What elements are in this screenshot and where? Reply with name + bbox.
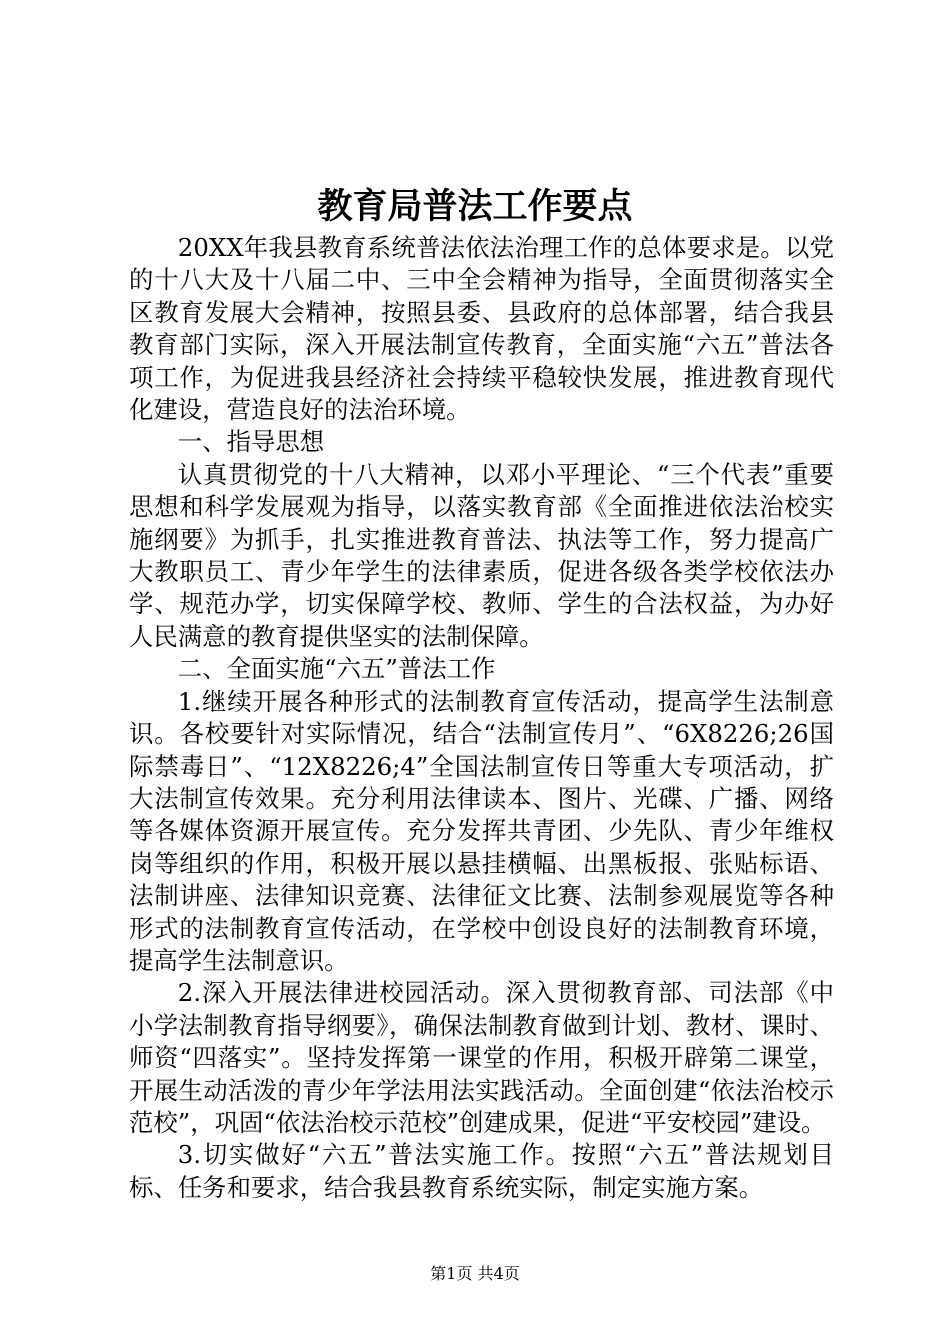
guiding-ideology-paragraph: 认真贯彻党的十八大精神，以邓小平理论、“三个代表”重要思想和科学发展观为指导，以落实教育部《全面推进依法治校实施纲要》为抓手，扎实推进教育普法、执法等工作，努力提高广大教职员工、青少年学生的法律素质，促进各级各类学校依法办学、规范办学，切实保障学校、教师、学生的合法权益，为办好人民满意的教育提供坚实的法制保障。 [129, 459, 834, 651]
section-heading-guiding-ideology: 一、指导思想 [177, 427, 325, 457]
section-heading-implementation: 二、全面实施“六五”普法工作 [177, 654, 496, 684]
document-title: 教育局普法工作要点 [317, 186, 633, 227]
item-3-paragraph: 3.切实做好“六五”普法实施工作。按照“六五”普法规划目标、任务和要求，结合我县教育系统实际，制定实施方案。 [129, 1140, 834, 1202]
document-body [129, 232, 834, 1204]
item-1-paragraph: 1.继续开展各种形式的法制教育宣传活动，提高学生法制意识。各校要针对实际情况，结合“法制宣传月”、“6X8226;26国际禁毒日”、“12X8226;4”全国法制宣传日等重大专项活动，扩大法制宣传效果。充分利用法律读本、图片、光碟、广播、网络等各媒体资源开展宣传。充分发挥共青团、少先队、青少年维权岗等组织的作用，积极开展以悬挂横幅、出黑板报、张贴标语、法制讲座、法律知识竞赛、法律征文比赛、法制参观展览等各种形式的法制教育宣传活动，在学校中创设良好的法制教育环境，提高学生法制意识。 [129, 686, 834, 975]
intro-paragraph: 20XX年我县教育系统普法依法治理工作的总体要求是。以党的十八大及十八届二中、三中全会精神为指导，全面贯彻落实全区教育发展大会精神，按照县委、县政府的总体部署，结合我县教育部门实际，深入开展法制宣传教育，全面实施“六五”普法各项工作，为促进我县经济社会持续平稳较快发展，推进教育现代化建设，营造良好的法治环境。 [129, 233, 834, 425]
item-2-paragraph: 2.深入开展法律进校园活动。深入贯彻教育部、司法部《中小学法制教育指导纲要》，确保法制教育做到计划、教材、课时、师资“四落实”。坚持发挥第一课堂的作用，积极开辟第二课堂，开展生动活泼的青少年学法用法实践活动。全面创建“依法治校示范校”，巩固“依法治校示范校”创建成果，促进“平安校园”建设。 [129, 978, 834, 1137]
page-footer: 第1页 共4页 [430, 1264, 520, 1283]
